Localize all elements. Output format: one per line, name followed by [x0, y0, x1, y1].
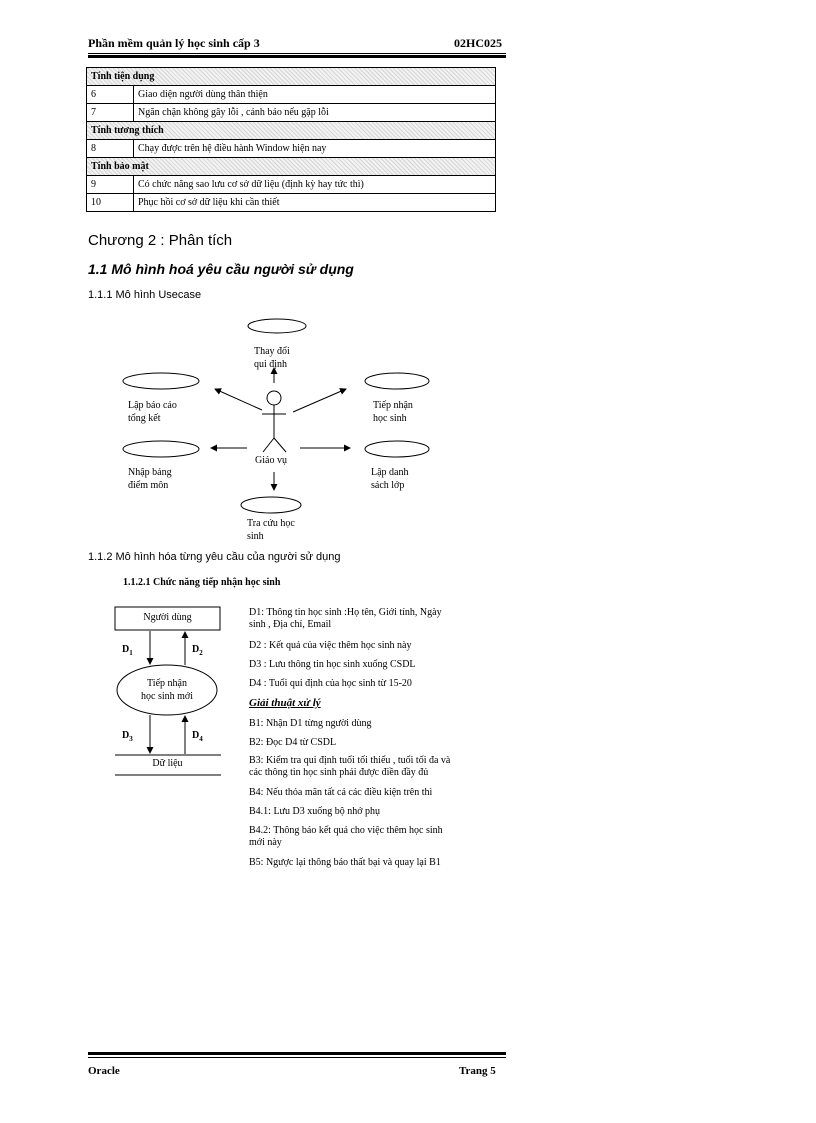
- algo-step-b1: B1: Nhận D1 từng người dùng: [249, 718, 372, 729]
- usecase-ellipse-right-top: [365, 373, 429, 389]
- row-text: Có chức năng sao lưu cơ sở dữ liệu (định kỳ hay tức thì): [134, 176, 496, 194]
- chapter-title: Chương 2 : Phân tích: [88, 232, 233, 249]
- page-number: Trang 5: [459, 1065, 496, 1077]
- group-title: Tính bảo mật: [87, 158, 496, 176]
- row-text: Phục hồi cơ sở dữ liệu khi cần thiết: [134, 194, 496, 212]
- row-text: Giao diện người dùng thân thiện: [134, 86, 496, 104]
- section-heading-1-1-2: 1.1.2 Mô hình hóa từng yêu cầu của người sử dụng: [88, 551, 341, 563]
- usecase-ellipse-left-bottom: [123, 441, 199, 457]
- section-heading-1-1: 1.1 Mô hình hoá yêu cầu người sử dụng: [88, 261, 354, 277]
- header-code: 02HC025: [454, 36, 502, 50]
- section-heading-1-1-2-1: 1.1.2.1 Chức năng tiếp nhận học sinh: [123, 577, 281, 588]
- algo-step-b4: B4: Nếu thỏa mãn tất cả các điều kiện trên thì: [249, 787, 433, 798]
- row-text: Chạy được trên hệ điều hành Window hiện nay: [134, 140, 496, 158]
- algo-step-b5: B5: Ngược lại thông báo thất bại và quay lại B1: [249, 857, 441, 868]
- usecase-label-right-top: Tiếp nhận học sinh: [373, 400, 413, 424]
- flow-label-d1: $D_1$: [122, 644, 133, 657]
- usecase-label-left-top: Lập báo cáo tổng kết: [128, 400, 177, 424]
- flow-label-d4: $D_4$: [192, 730, 203, 743]
- usecase-ellipse-top: [248, 319, 306, 333]
- process-label: Tiếp nhận học sinh mới: [141, 678, 193, 702]
- row-text: Ngăn chặn không gây lỗi , cảnh báo nếu gặp lỗi: [134, 104, 496, 122]
- algo-step-b3: B3: Kiểm tra qui định tuổi tối thiểu , tuổi tối đa và các thông tin học sinh phải được điền đầy đủ: [249, 755, 451, 778]
- actor-label: Giáo vụ: [255, 455, 287, 466]
- desc-d3: D3 : Lưu thông tin học sinh xuống CSDL: [249, 659, 416, 670]
- footer-left: Oracle: [88, 1065, 120, 1077]
- usecase-ellipse-bottom: [241, 497, 301, 513]
- group-title: Tính tiện dụng: [87, 68, 496, 86]
- usecase-label-left-bottom: Nhập bảng điểm môn: [128, 467, 172, 491]
- usecase-label-right-bottom: Lập danh sách lớp: [371, 467, 409, 491]
- algo-step-b4-2: B4.2: Thông báo kết quả cho việc thêm học sinh mới này: [249, 825, 443, 848]
- usecase-arrows: [211, 368, 350, 490]
- desc-d4: D4 : Tuổi qui định của học sinh từ 15-20: [249, 678, 412, 689]
- footer-rule-thin: [88, 1057, 506, 1058]
- usecase-label-top: Thay đổi qui định: [254, 346, 290, 370]
- algo-step-b4-1: B4.1: Lưu D3 xuống bộ nhớ phụ: [249, 806, 380, 817]
- desc-d1: D1: Thông tin học sinh :Họ tên, Giới tính, Ngày sinh , Địa chỉ, Email: [249, 607, 442, 630]
- algorithm-title: Giải thuật xử lý: [249, 697, 321, 709]
- group-title: Tính tương thích: [87, 122, 496, 140]
- algo-step-b2: B2: Đọc D4 từ CSDL: [249, 737, 337, 748]
- section-heading-1-1-1: 1.1.1 Mô hình Usecase: [88, 289, 202, 301]
- row-number: 8: [87, 140, 134, 158]
- usecase-ellipse-left-top: [123, 373, 199, 389]
- user-box-label: Người dùng: [143, 612, 192, 623]
- usecase-label-bottom: Tra cứu học sinh: [247, 518, 295, 542]
- footer-rule-thick: [88, 1052, 506, 1055]
- row-number: 6: [87, 86, 134, 104]
- flow-label-d2: $D_2$: [192, 644, 203, 657]
- header-title: Phần mềm quản lý học sinh cấp 3: [88, 36, 260, 50]
- datastore-label: Dữ liệu: [152, 758, 183, 769]
- desc-d2: D2 : Kết quả của việc thêm học sinh này: [249, 640, 412, 651]
- usecase-ellipse-right-bottom: [365, 441, 429, 457]
- flow-label-d3: $D_3$: [122, 730, 133, 743]
- row-number: 10: [87, 194, 134, 212]
- row-number: 7: [87, 104, 134, 122]
- row-number: 9: [87, 176, 134, 194]
- actor-figure: [262, 391, 286, 452]
